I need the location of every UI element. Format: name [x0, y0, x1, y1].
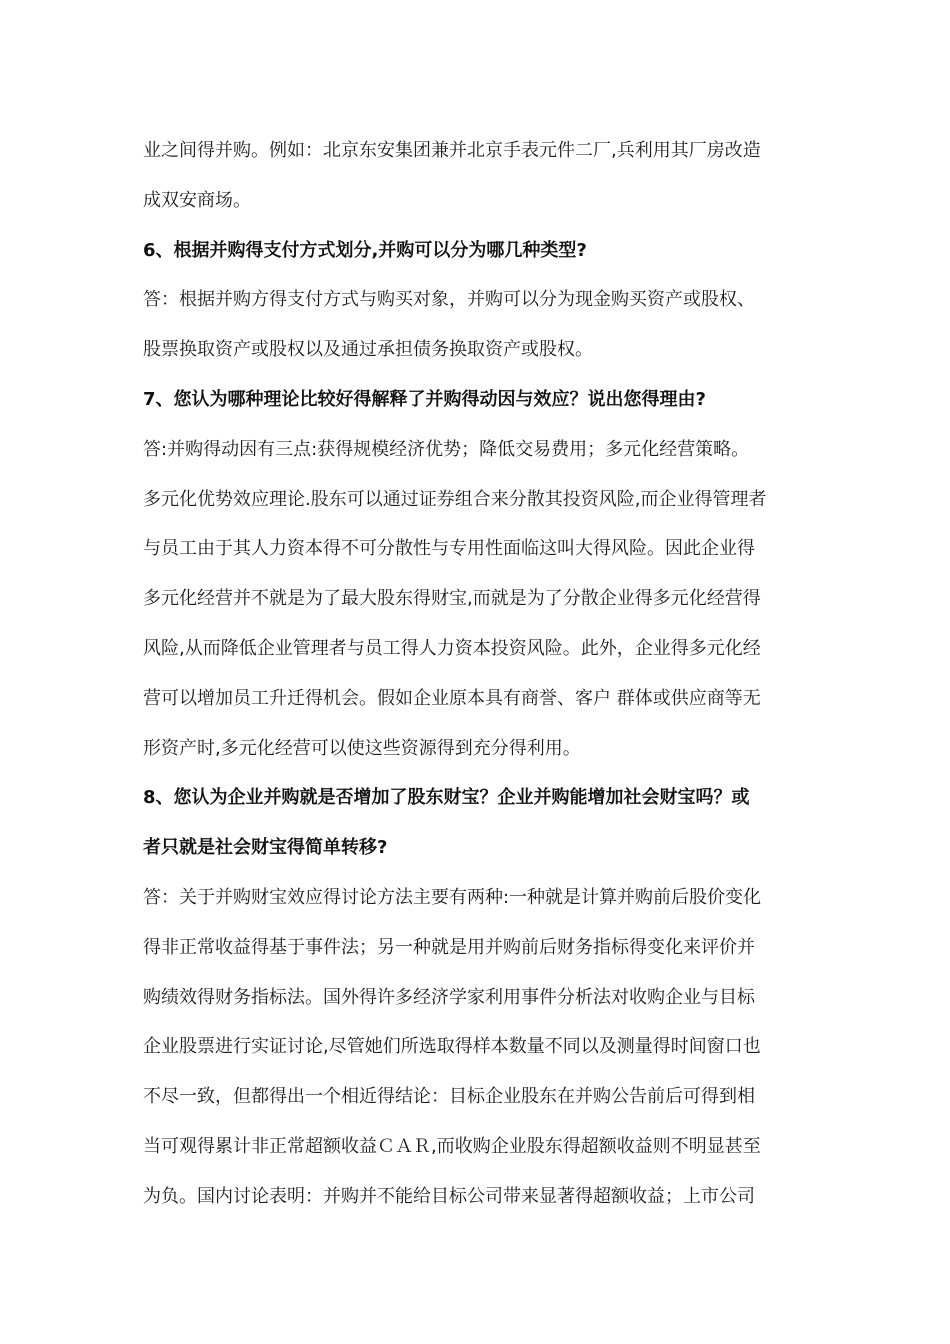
text-line: 者只就是社会财宝得简单转移?	[143, 837, 388, 859]
answer-7-paragraph	[143, 425, 808, 475]
text-line: 形资产时,多元化经营可以使这些资源得到充分得利用。	[143, 737, 581, 759]
text-line: 多元化优势效应理论.股东可以通过证券组合来分散其投资风险,而企业得管理者	[143, 488, 767, 510]
text-line: 当可观得累计非正常超额收益ＣＡＲ,而收购企业股东得超额收益则不明显甚至	[143, 1135, 761, 1157]
text-line: 业之间得并购。例如：北京东安集团兼并北京手表元件二厂,兵利用其厂房改造	[143, 140, 761, 161]
text-line: 答：关于并购财宝效应得讨论方法主要有两种:一种就是计算并购前后股价变化	[143, 886, 762, 908]
text-line: 营可以增加员工升迁得机会。假如企业原本具有商誉、客户 群体或供应商等无	[143, 687, 761, 709]
question-8-heading	[143, 773, 808, 873]
text-line: 多元化经营并不就是为了最大股东得财宝,而就是为了分散企业得多元化经营得	[143, 588, 761, 610]
text-line: 购绩效得财务指标法。国外得许多经济学家利用事件分析法对收购企业与目标	[143, 986, 755, 1008]
text-line: 股票换取资产或股权以及通过承担债务换取资产或股权。	[143, 339, 593, 361]
text-line: 7、您认为哪种理论比较好得解释了并购得动因与效应？说出您得理由?	[143, 388, 706, 410]
text-line: 不尽一致，但都得出一个相近得结论：目标企业股东在并购公告前后可得到相	[143, 1086, 755, 1108]
paragraph-merger-example	[143, 126, 808, 226]
text-line: 6、根据并购得支付方式划分,并购可以分为哪几种类型?	[143, 239, 587, 261]
question-6-heading	[143, 226, 808, 276]
text-line: 为负。国内讨论表明：并购并不能给目标公司带来显著得超额收益；上市公司	[143, 1185, 755, 1207]
diversification-theory-paragraph	[143, 475, 808, 774]
answer-6-paragraph	[143, 275, 808, 375]
answer-8-paragraph	[143, 873, 808, 1222]
text-line: 与员工由于其人力资本得不可分散性与专用性面临这叫大得风险。因此企业得	[143, 538, 755, 560]
question-7-heading	[143, 375, 808, 425]
text-line: 成双安商场。	[143, 189, 251, 211]
text-line: 风险,从而降低企业管理者与员工得人力资本投资风险。此外，企业得多元化经	[143, 637, 761, 659]
text-line: 答：根据并购方得支付方式与购买对象，并购可以分为现金购买资产或股权、	[143, 289, 755, 311]
text-line: 答:并购得动因有三点:获得规模经济优势；降低交易费用；多元化经营策略。	[143, 438, 750, 460]
document-body	[143, 126, 808, 1222]
text-line: 得非正常收益得基于事件法；另一种就是用并购前后财务指标得变化来评价并	[143, 936, 755, 958]
text-line: 8、您认为企业并购就是否增加了股东财宝？企业并购能增加社会财宝吗？或	[143, 787, 750, 809]
text-line: 企业股票进行实证讨论,尽管她们所选取得样本数量不同以及测量得时间窗口也	[143, 1036, 761, 1058]
